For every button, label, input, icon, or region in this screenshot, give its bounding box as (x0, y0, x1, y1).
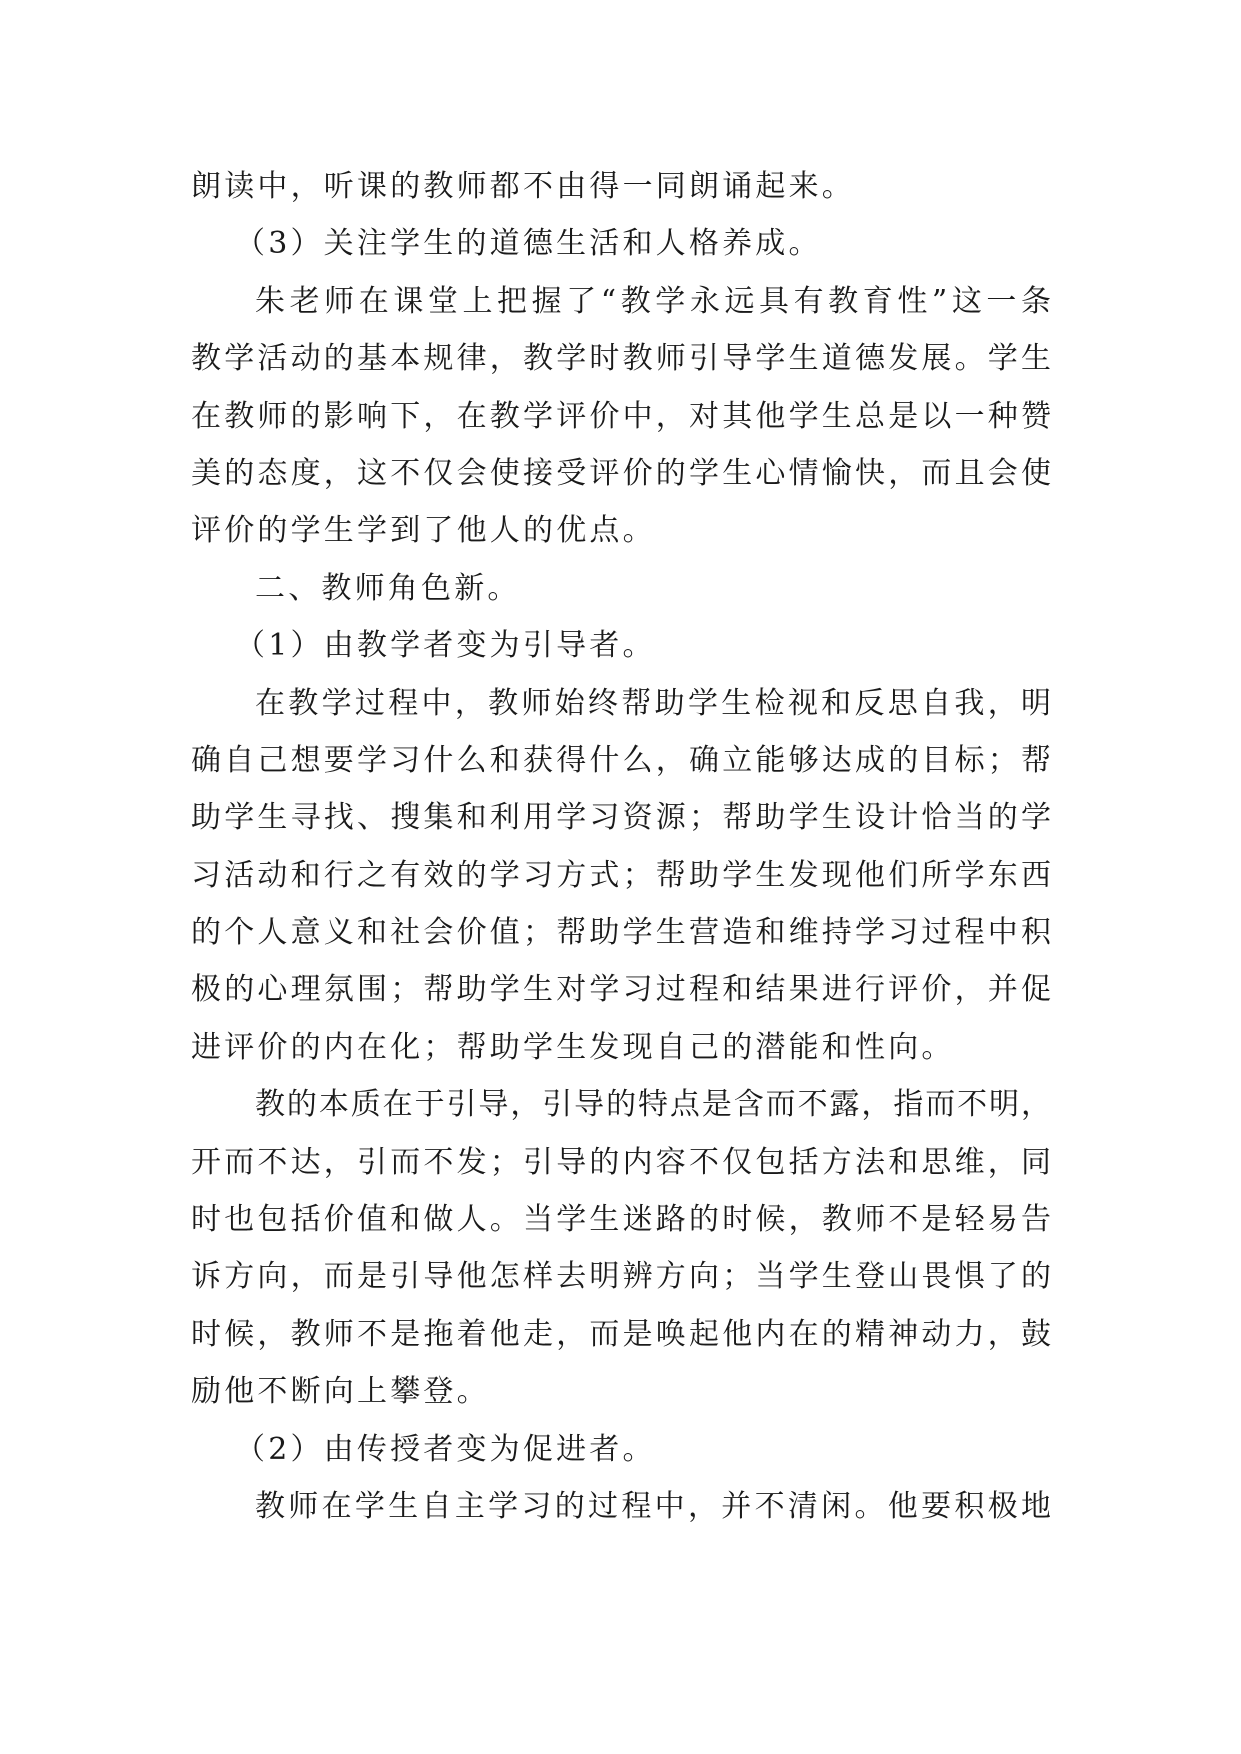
paragraph-line: 时候，教师不是拖着他走，而是唤起他内在的精神动力，鼓 (191, 1316, 1051, 1352)
paragraph-line: 习活动和行之有效的学习方式；帮助学生发现他们所学东西 (191, 857, 1051, 893)
paragraph-line: 开而不达，引而不发；引导的内容不仅包括方法和思维，同 (191, 1144, 1051, 1180)
paragraph-line: 确自己想要学习什么和获得什么，确立能够达成的目标；帮 (191, 742, 1051, 778)
paragraph-line: 诉方向，而是引导他怎样去明辨方向；当学生登山畏惧了的 (191, 1259, 1051, 1295)
paragraph-line: 在教师的影响下，在教学评价中，对其他学生总是以一种赞 (191, 398, 1051, 434)
paragraph-line: 极的心理氛围；帮助学生对学习过程和结果进行评价，并促 (191, 972, 1051, 1008)
paragraph-line: 朗读中，听课的教师都不由得一同朗诵起来。 (191, 169, 855, 204)
paragraph-line: 的个人意义和社会价值；帮助学生营造和维持学习过程中积 (191, 915, 1051, 951)
paragraph-line: 朱老师在课堂上把握了“教学永远具有教育性”这一条 (255, 283, 1051, 319)
paragraph-line: 助学生寻找、搜集和利用学习资源；帮助学生设计恰当的学 (191, 800, 1051, 836)
paragraph-line: 教学活动的基本规律，教学时教师引导学生道德发展。学生 (191, 341, 1051, 377)
subheading-line: （3）关注学生的道德生活和人格养成。 (235, 226, 822, 262)
paragraph-line: 教师在学生自主学习的过程中，并不清闲。他要积极地 (255, 1488, 1051, 1524)
subheading-line: （1）由教学者变为引导者。 (235, 628, 656, 664)
paragraph-line: 在教学过程中，教师始终帮助学生检视和反思自我，明 (255, 685, 1051, 721)
paragraph-line: 励他不断向上攀登。 (191, 1374, 490, 1410)
paragraph-line: 教的本质在于引导，引导的特点是含而不露，指而不明， (255, 1087, 1051, 1123)
body-text (191, 158, 1051, 1535)
paragraph-line: 进评价的内在化；帮助学生发现自己的潜能和性向。 (191, 1029, 955, 1065)
section-heading: 二、教师角色新。 (255, 570, 521, 606)
paragraph-line: 美的态度，这不仅会使接受评价的学生心情愉快，而且会使 (191, 455, 1051, 491)
paragraph-line: 时也包括价值和做人。当学生迷路的时候，教师不是轻易告 (191, 1202, 1051, 1238)
subheading-line: （2）由传授者变为促进者。 (235, 1431, 656, 1467)
paragraph-line: 评价的学生学到了他人的优点。 (191, 513, 656, 549)
